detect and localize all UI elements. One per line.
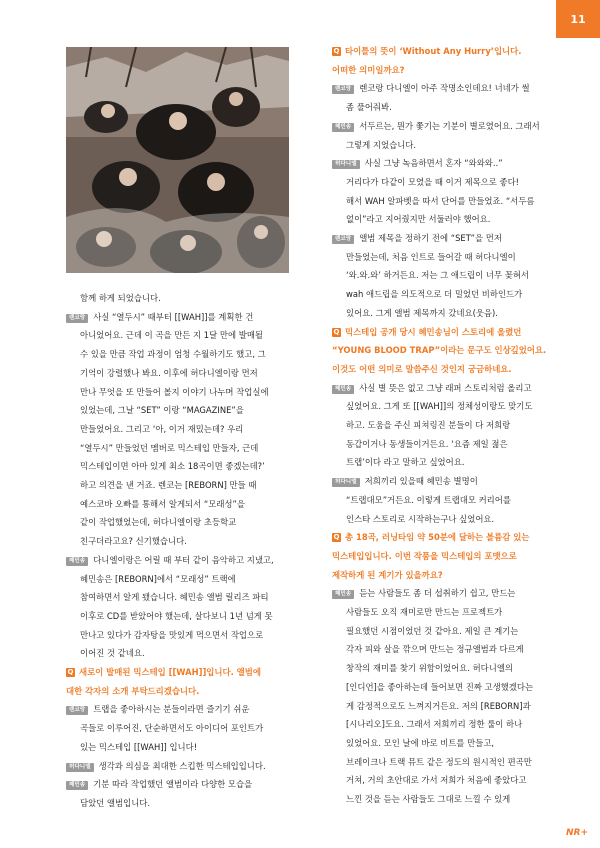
body-line: 기억이 강렬했나 봐요. 이후에 허다니엘이랑 먼저 (80, 367, 258, 378)
body-line: 같이 작업했었는데, 허다니엘이랑 초등학교 (80, 517, 237, 528)
speaker-tag: 허다니엘 (66, 763, 94, 772)
photo-collage (66, 47, 289, 273)
body-line: 만나고 있다가 감자탕을 맛있게 먹으면서 작업으로 (80, 629, 264, 640)
speaker-tag: 혜민송 (66, 781, 88, 790)
question-line (332, 327, 521, 338)
body-line: 있었어요. 모인 날에 바로 비트를 만들고, (346, 737, 495, 748)
answer-text: 듣는 사람들도 좀 더 섭취하기 쉽고, 만드는 (359, 588, 516, 599)
answer-text: 서두르는, 뭔가 쫓기는 기분이 별로였어요. 그래서 (359, 120, 540, 131)
body-line: 믹스테입이면 아마 있게 최소 18곡이면 좋겠는데?’ (80, 461, 265, 472)
question-text: 총 18곡, 러닝타임 약 50분에 달하는 볼륨감 있는 (345, 532, 530, 543)
question-line: 이것도 어떤 의미로 말씀주신 것인지 궁금하네요. (332, 363, 512, 374)
speaker-tag: 혜민송 (66, 557, 88, 566)
answer-line (66, 704, 250, 715)
body-line: 이후로 CD를 받았어야 했는데, 살다보니 1년 넘게 못 (80, 610, 273, 621)
answer-line (332, 121, 540, 132)
question-text: 타이틀의 뜻이 ‘Without Any Hurry’입니다. (345, 46, 522, 56)
photo-collage-image (66, 47, 289, 273)
answer-text: 사실 별 뜻은 없고 그냥 래퍼 스토리처럼 올리고 (359, 382, 532, 393)
speaker-tag: 렌코랑 (66, 314, 88, 323)
question-line: “YOUNG BLOOD TRAP”이라는 문구도 인상깊었어요. (332, 345, 547, 356)
answer-line (332, 588, 515, 599)
question-line (332, 46, 521, 57)
body-line: 거리다가 다같이 모였을 때 이거 제목으로 좋다! (346, 176, 520, 187)
answer-text: 기분 따라 작업했던 앨범이라 다양한 모습을 (93, 779, 253, 790)
body-line: 동갑이거나 동생들이거든요. ‘요즘 제일 젊은 (346, 438, 508, 449)
body-line: “트랩대모”거든요. 이렇게 트랩대모 커리어를 (346, 494, 511, 505)
speaker-tag: 렌코랑 (332, 85, 354, 94)
body-line: 트랩’이다 라고 말하고 싶었어요. (346, 457, 465, 468)
body-line: 인스타 스토리로 시작하는구나 싶었어요. (346, 513, 495, 524)
question-icon: Q (333, 533, 340, 542)
body-line: ‘와.와.와’ 하거든요. 저는 그 애드립이 너무 꽂혀서 (346, 270, 529, 281)
body-line: 게 감정적으로도 느껴지거든요. 저의 [REBORN]과 (346, 700, 531, 711)
body-line: 하고. 도움을 주신 피쳐링진 분들이 다 저희랑 (346, 420, 511, 430)
body-line: 만들었어요. 그리고 ‘아, 이거 재밌는데? 우리 (80, 423, 244, 434)
answer-line (332, 476, 478, 487)
body-line: 그렇게 지었습니다. (346, 139, 417, 150)
answer-text: 앨범 제목을 정하기 전에 “SET”을 먼저 (359, 233, 502, 243)
body-line: 싶었어요. 그게 또 [[WAH]]의 정체성이랑도 맞기도 (346, 401, 533, 412)
answer-line (66, 555, 274, 566)
question-line: 어떠한 의미일까요? (332, 64, 405, 75)
speaker-tag: 혜민송 (332, 590, 354, 599)
body-line: 있는 믹스테입 [[WAH]] 입니다! (80, 741, 198, 752)
speaker-tag: 렌코랑 (332, 235, 354, 244)
body-line: 이어진 것 같네요. (80, 648, 145, 659)
body-line: 창작의 재미를 찾기 위함이었어요. 허다니엘의 (346, 663, 514, 674)
body-line: 만들었는데, 처음 인트로 들어갈 때 허다니엘이 (346, 251, 516, 262)
speaker-tag: 허다니엘 (332, 160, 360, 169)
question-text: 믹스테입 공개 당시 혜민송님이 스토리에 올렸던 (345, 326, 522, 337)
speaker-tag: 허다니엘 (332, 478, 360, 487)
magazine-logo: NR+ (565, 828, 588, 838)
body-line: [시나리오]도요. 그래서 저희끼리 정한 룰이 하나 (346, 719, 523, 730)
answer-text: 저희끼리 있을때 혜민송 별명이 (364, 476, 478, 487)
body-line: 담았던 앨범입니다. (80, 797, 151, 808)
question-line: 믹스테입입니다. 이번 작품을 믹스테입의 포맷으로 (332, 550, 517, 561)
question-line (66, 667, 261, 678)
answer-text: 트랩을 좋아하시는 분들이라면 즐기기 쉬운 (93, 704, 250, 715)
speaker-tag: 혜민송 (332, 385, 354, 394)
body-line: 함께 하게 되었습니다. (80, 293, 161, 303)
body-line: 해서 WAH 알파벳을 따서 단어를 만들었죠. “서두름 (346, 195, 535, 206)
answer-text: 사실 “열두시” 때부터 [[WAH]]를 계획한 건 (93, 311, 254, 322)
body-line: 있었는데, 그날 “SET” 이랑 “MAGAZINE”을 (80, 405, 244, 416)
question-line: 제작하게 된 계기가 있을까요? (332, 569, 443, 580)
body-line: wah 애드립을 의도적으로 더 밀었던 비하인드가 (346, 289, 523, 300)
body-line: 하고 의견을 낸 거죠. 렌코는 [REBORN] 만들 때 (80, 480, 257, 490)
body-line: 혜민송은 [REBORN]에서 “모래성” 트랙에 (80, 573, 236, 584)
question-text: 새로이 발매된 믹스테입 [[WAH]]입니다. 앨범에 (79, 667, 261, 677)
body-line: 곡들로 이루어진, 단순하면서도 아이디어 포인트가 (80, 723, 264, 734)
body-line: 없이”라고 지어줬지만 서둘러야 했어요. (346, 214, 491, 225)
speaker-tag: 렌코랑 (66, 706, 88, 715)
answer-text: 생각과 의심을 최대한 스킵한 믹스테입입니다. (98, 760, 266, 771)
body-line: 브레이크나 트랙 뮤트 같은 정도의 원시적인 편곡만 (346, 756, 532, 767)
question-icon: Q (333, 47, 340, 55)
answer-text: 사실 그냥 녹음하면서 혼자 “와와와..” (364, 158, 503, 169)
body-line: 만나 무엇을 또 만들어 볼지 이야기 나누며 작업실에 (80, 386, 269, 397)
body-line: 각자 피와 살을 깎으며 만드는 정규앨범과 다르게 (346, 644, 524, 655)
body-line: 아니었어요. 근데 이 곡을 만든 지 1달 만에 발매될 (80, 330, 264, 341)
question-line: 대한 각자의 소개 부탁드리겠습니다. (66, 685, 200, 696)
answer-line (66, 779, 252, 790)
page-number: 11 (556, 0, 600, 38)
body-line: 있어요. 그게 앨범 제목까지 갔네요(웃음). (346, 307, 498, 318)
question-icon: Q (333, 327, 340, 336)
answer-line (66, 761, 266, 772)
answer-line (332, 233, 502, 244)
body-line: 좀 풀어줘봐. (346, 102, 392, 113)
body-line: 사람들도 오직 재미로만 만드는 프로젝트가 (346, 607, 503, 617)
body-line: 느낀 것을 듣는 사람들도 그대로 느낄 수 있게 (346, 794, 511, 804)
speaker-tag: 혜민송 (332, 123, 354, 132)
body-line: 필요했던 시점이었던 것 같아요. 제일 큰 계기는 (346, 625, 519, 636)
answer-line (66, 312, 253, 323)
body-line: 수 있을 만큼 작업 과정이 엄청 수월하기도 했고, 그 (80, 349, 266, 360)
body-line: 거쳐, 거의 초안대로 가서 저희가 처음에 좋았다고 (346, 775, 527, 786)
question-line (332, 532, 529, 543)
body-line: [인디언]을 좋아하는데 들어보면 진짜 고생했겠다는 (346, 681, 534, 692)
body-line: “열두시” 만들었던 멤버로 믹스테입 만들자, 근데 (80, 442, 259, 453)
answer-text: 다니엘이랑은 어릴 때 부터 같이 음악하고 지냈고, (93, 554, 274, 565)
answer-line (332, 383, 532, 394)
body-line: 참여하면서 알게 됐습니다. 혜민송 앨범 릴리즈 파티 (80, 592, 269, 603)
body-line: 예스코바 오빠를 통해서 알게되서 “모래성”을 (80, 498, 245, 509)
body-line: 친구더라고요? 신기했습니다. (80, 536, 187, 547)
answer-line (332, 83, 530, 94)
answer-text: 렌코랑 다니엘이 아주 작명소인데요! 너네가 썰 (359, 83, 530, 94)
answer-line (332, 158, 503, 169)
question-icon: Q (67, 668, 74, 676)
